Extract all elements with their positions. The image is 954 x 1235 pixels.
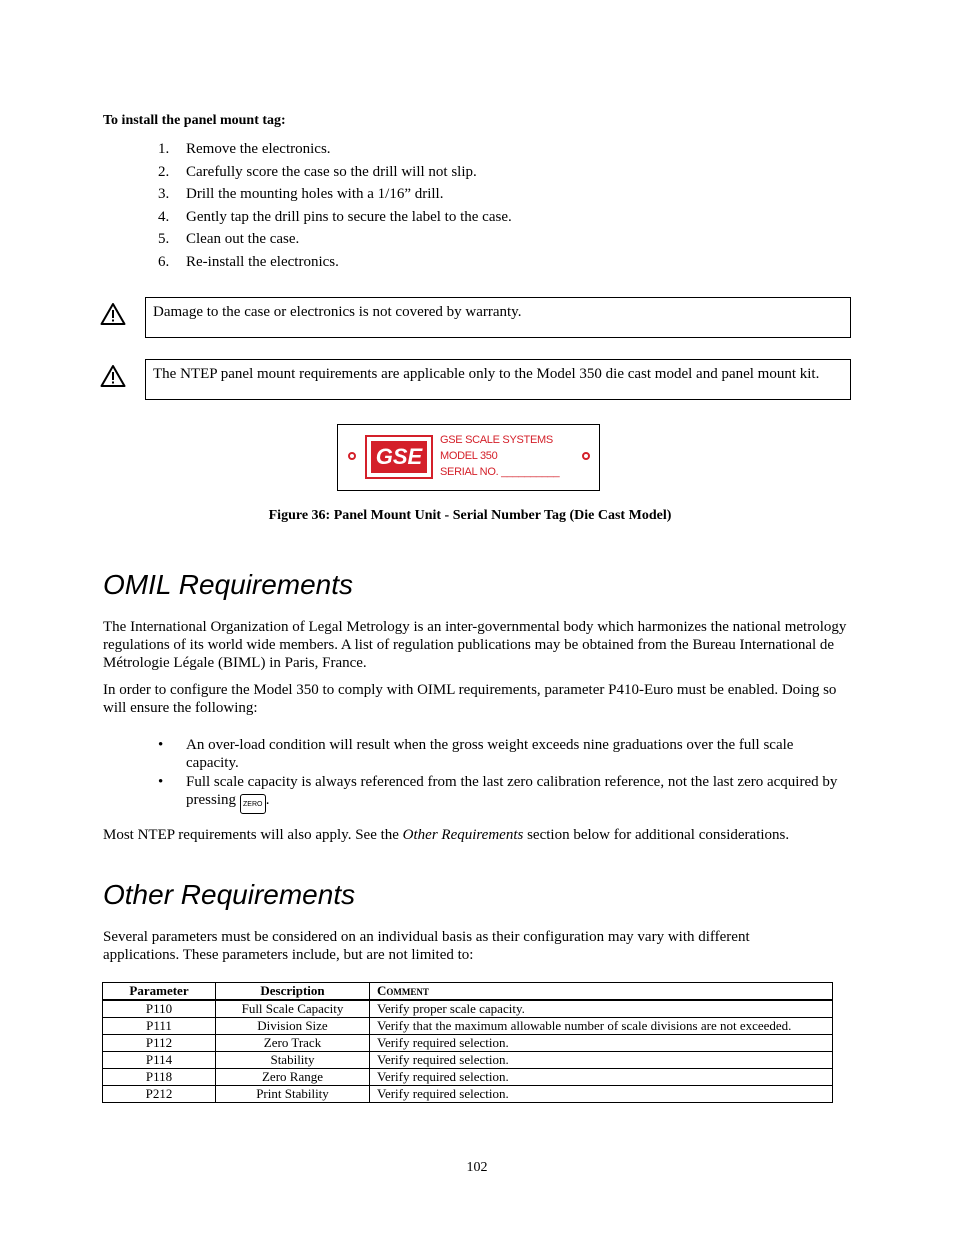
gse-logo-text: GSE [371, 441, 427, 473]
bullet-text: An over-load condition will result when the gross weight exceeds nine graduations over the full scale capacity. [186, 737, 794, 771]
gse-logo [365, 435, 433, 479]
figure-caption: Figure 36: Panel Mount Unit - Serial Number Tag (Die Cast Model) [268, 508, 672, 523]
bullet-dot: • [158, 774, 164, 790]
parameters-table [102, 982, 833, 1103]
cell-description: Division Size [216, 1018, 370, 1035]
other-section-title: Other Requirements [103, 879, 356, 910]
list-item [158, 230, 512, 253]
other-requirements-reference: Other Requirements [402, 827, 524, 843]
table-row [103, 1086, 833, 1103]
cell-comment: Verify required selection. [370, 1052, 833, 1069]
list-item [158, 163, 512, 186]
bullet-text: Full scale capacity is always referenced from the last zero calibration reference, not the last zero acquired by pressing [186, 774, 838, 808]
cell-comment: Verify required selection. [370, 1086, 833, 1103]
cell-parameter: P118 [103, 1069, 216, 1086]
mounting-hole-right [582, 452, 590, 460]
oiml-intro-paragraph: The International Organization of Legal Metrology is an inter-governmental body which harmonizes the national metrology regulations of its world wide members. A list of regulation publications may be obtained from the Bureau International de Métrologie Légale (BIML) in Paris, France. [103, 619, 847, 671]
bullet-dot: • [158, 737, 164, 753]
mounting-hole-left [348, 452, 356, 460]
cell-comment: Verify that the maximum allowable number of scale divisions are not exceeded. [370, 1018, 833, 1035]
step-number: 5. [158, 231, 170, 248]
oiml-ntep-paragraph [103, 826, 853, 844]
table-row [103, 1018, 833, 1035]
serial-number-tag-figure [337, 424, 600, 491]
cell-parameter: P212 [103, 1086, 216, 1103]
table-row [103, 1052, 833, 1069]
paragraph-text: section below for additional considerations. [523, 827, 790, 843]
warning-triangle-icon [100, 364, 126, 388]
table-row [103, 1035, 833, 1052]
cell-description: Zero Track [216, 1035, 370, 1052]
header-parameter: Parameter [103, 983, 216, 1001]
warranty-warning-box [145, 297, 851, 338]
cell-comment: Verify proper scale capacity. [370, 1000, 833, 1018]
step-text: Carefully score the case so the drill will not slip. [186, 163, 477, 180]
ntep-warning-box [145, 359, 851, 400]
other-intro-paragraph: Several parameters must be considered on an individual basis as their configuration may vary with different applications. These parameters include, but are not limited to: [103, 929, 750, 963]
cell-parameter: P114 [103, 1052, 216, 1069]
tag-model-line: MODEL 350 [440, 450, 498, 462]
cell-comment: Verify required selection. [370, 1035, 833, 1052]
cell-comment: Verify required selection. [370, 1069, 833, 1086]
cell-description: Zero Range [216, 1069, 370, 1086]
step-number: 4. [158, 208, 170, 225]
oiml-section-title: OMIL Requirements [103, 569, 354, 600]
page-number: 102 [466, 1160, 488, 1175]
table-header-row [103, 983, 833, 1001]
step-text: Gently tap the drill pins to secure the label to the case. [186, 208, 512, 225]
install-steps-list [158, 140, 512, 276]
table-row [103, 1000, 833, 1018]
header-description: Description [216, 983, 370, 1001]
step-text: Drill the mounting holes with a 1/16” drill. [186, 186, 444, 203]
install-heading: To install the panel mount tag: [103, 113, 286, 128]
step-text: Clean out the case. [186, 231, 300, 248]
list-item [158, 185, 512, 208]
cell-description: Print Stability [216, 1086, 370, 1103]
list-item [158, 140, 512, 163]
step-text: Re-install the electronics. [186, 253, 339, 270]
oiml-config-paragraph: In order to configure the Model 350 to comply with OIML requirements, parameter P410-Euro must be enabled. Doing so will ensure the following: [103, 682, 837, 716]
cell-description: Stability [216, 1052, 370, 1069]
cell-parameter: P112 [103, 1035, 216, 1052]
step-text: Remove the electronics. [186, 141, 331, 157]
paragraph-text: Most NTEP requirements will also apply. See the [103, 827, 403, 843]
tag-serial-line: SERIAL NO. __________ [440, 466, 560, 478]
warning-text: The NTEP panel mount requirements are applicable only to the Model 350 die cast model and panel mount kit. [153, 366, 820, 382]
step-number: 1. [158, 141, 170, 157]
list-item [158, 208, 512, 231]
bullet-text-end: . [265, 792, 270, 808]
cell-description: Full Scale Capacity [216, 1000, 370, 1018]
cell-parameter: P111 [103, 1018, 216, 1035]
zero-key-icon: ZERO [240, 794, 266, 814]
header-comment: Comment [370, 983, 833, 1001]
table-row [103, 1069, 833, 1086]
step-number: 2. [158, 163, 170, 180]
list-item [158, 773, 848, 814]
warning-triangle-icon [100, 302, 126, 326]
list-item [158, 736, 848, 772]
list-item [158, 253, 512, 276]
warning-text: Damage to the case or electronics is not covered by warranty. [153, 304, 522, 320]
step-number: 3. [158, 186, 170, 203]
oiml-bullet-list [158, 736, 848, 814]
cell-parameter: P110 [103, 1000, 216, 1018]
step-number: 6. [158, 253, 170, 270]
tag-company-line: GSE SCALE SYSTEMS [440, 434, 553, 446]
